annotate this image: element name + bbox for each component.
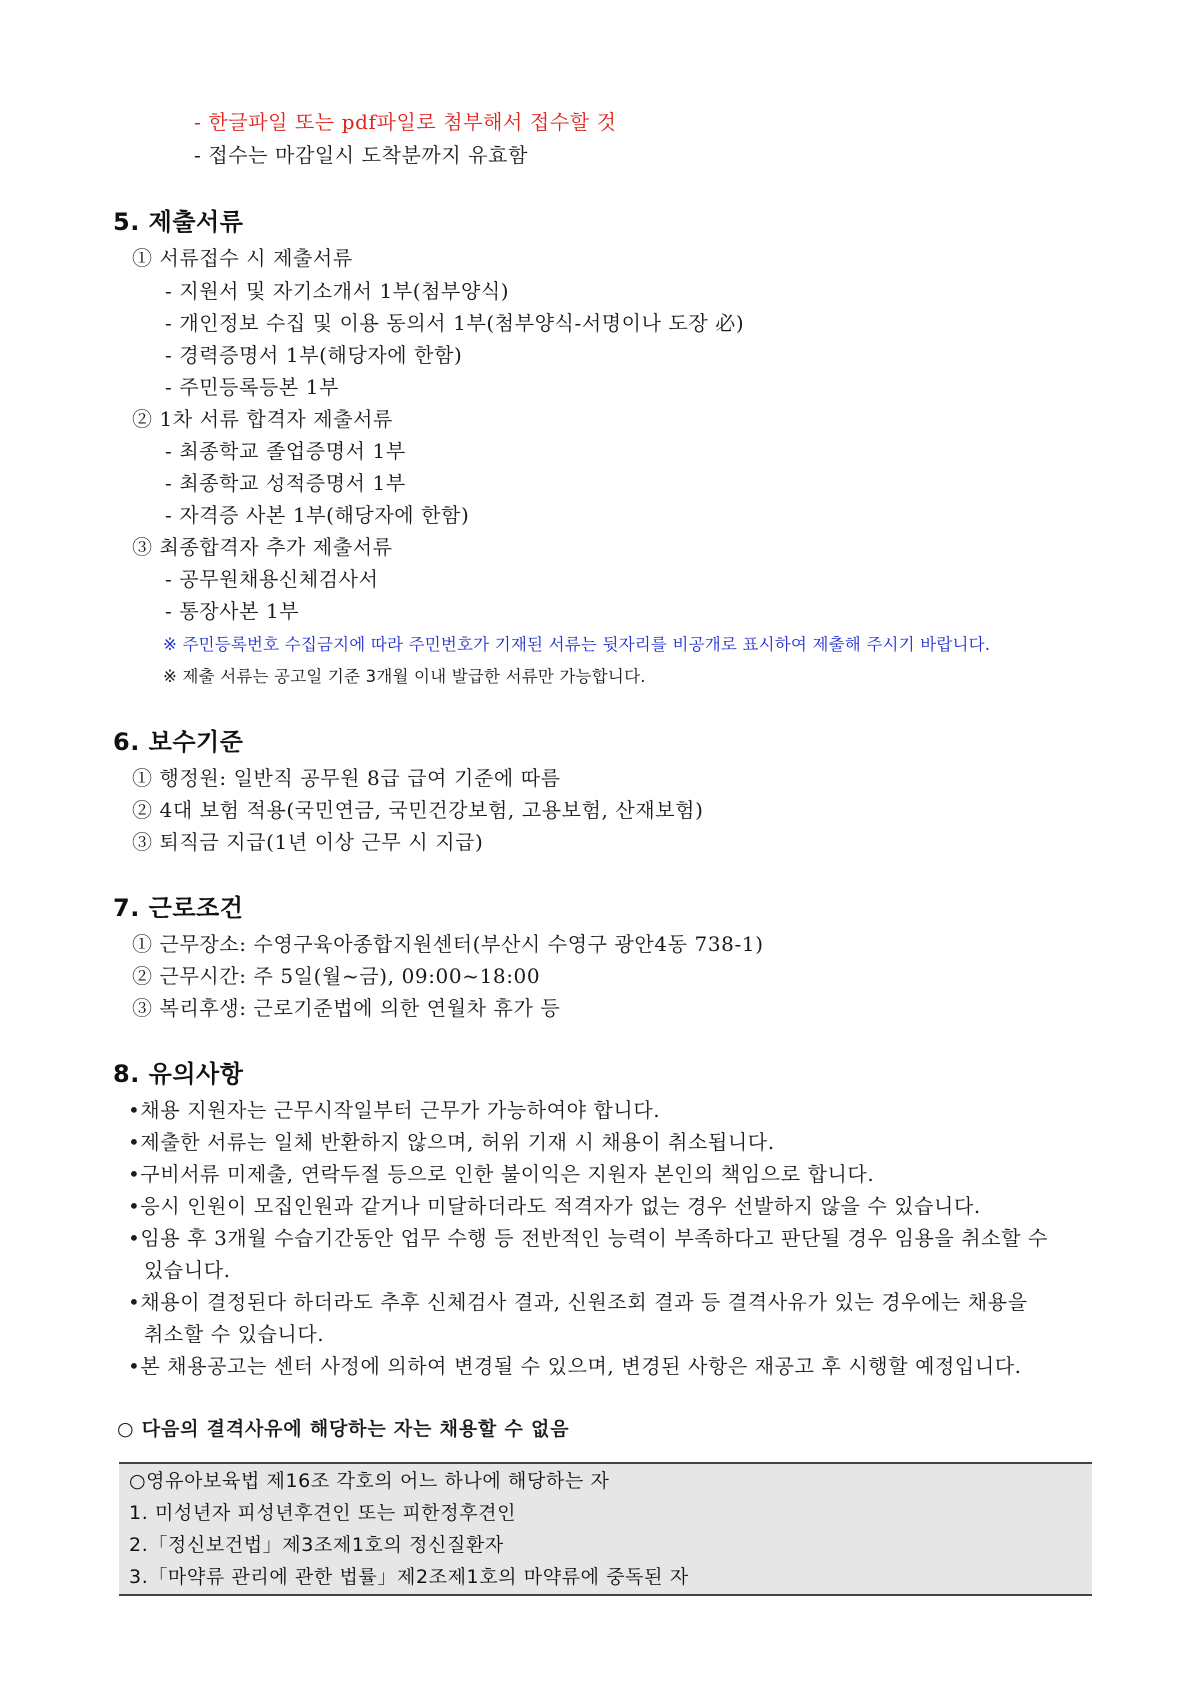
sec8-bullet-continuation: 있습니다. — [144, 1258, 231, 1282]
sec5-a-heading: ① 서류접수 시 제출서류 — [132, 246, 353, 270]
section-5-title: 5. 제출서류 — [113, 208, 244, 236]
sec7-item: ③ 복리후생: 근로기준법에 의한 연월차 휴가 등 — [132, 996, 561, 1020]
section-7-title: 7. 근로조건 — [113, 894, 244, 922]
sec5-a-item: - 지원서 및 자기소개서 1부(첨부양식) — [165, 279, 510, 303]
sec8-bullet: •채용 지원자는 근무시작일부터 근무가 가능하여야 합니다. — [128, 1098, 661, 1122]
section-8-title: 8. 유의사항 — [113, 1060, 244, 1088]
sec5-a-item: - 주민등록등본 1부 — [165, 375, 340, 399]
sec8-bullet: •임용 후 3개월 수습기간동안 업무 수행 등 전반적인 능력이 부족하다고 판단될 경우 임용을 취소할 수 — [128, 1226, 1048, 1250]
sec5-b-item: - 최종학교 성적증명서 1부 — [165, 471, 406, 495]
disqualification-box — [119, 1462, 1092, 1596]
sec5-c-item: - 공무원채용신체검사서 — [165, 567, 379, 591]
sec5-b-item: - 최종학교 졸업증명서 1부 — [165, 439, 406, 463]
sec8-bullet: •채용이 결정된다 하더라도 추후 신체검사 결과, 신원조회 결과 등 결격사유가 있는 경우에는 채용을 — [128, 1290, 1028, 1314]
disqualification-line: 2.「정신보건법」제3조제1호의 정신질환자 — [129, 1534, 504, 1556]
submission-format-note: - 한글파일 또는 pdf파일로 첨부해서 접수할 것 — [194, 110, 617, 134]
sec8-bullet: •제출한 서류는 일체 반환하지 않으며, 허위 기재 시 채용이 취소됩니다. — [128, 1130, 775, 1154]
disqualification-line: 3.「마약류 관리에 관한 법률」제2조제1호의 마약류에 중독된 자 — [129, 1566, 689, 1588]
sec5-b-heading: ② 1차 서류 합격자 제출서류 — [132, 407, 393, 431]
sec8-bullet: •본 채용공고는 센터 사정에 의하여 변경될 수 있으며, 변경된 사항은 재공고 후 시행할 예정입니다. — [128, 1354, 1022, 1378]
disqualification-line: 1. 미성년자 피성년후견인 또는 피한정후견인 — [129, 1502, 517, 1524]
sec5-c-item: - 통장사본 1부 — [165, 599, 300, 623]
sec5-a-item: - 경력증명서 1부(해당자에 한함) — [165, 343, 463, 367]
submission-deadline-note: - 접수는 마감일시 도착분까지 유효함 — [194, 143, 528, 167]
disqualification-heading: ○ 다음의 결격사유에 해당하는 자는 채용할 수 없음 — [117, 1418, 570, 1440]
sec7-item: ① 근무장소: 수영구육아종합지원센터(부산시 수영구 광안4동 738-1) — [132, 932, 764, 956]
document-validity-notice: ※ 제출 서류는 공고일 기준 3개월 이내 발급한 서류만 가능합니다. — [163, 667, 646, 686]
section-6-title: 6. 보수기준 — [113, 728, 244, 756]
resident-number-notice: ※ 주민등록번호 수집금지에 따라 주민번호가 기재된 서류는 뒷자리를 비공개로 표시하여 제출해 주시기 바랍니다. — [163, 635, 991, 654]
sec6-item: ② 4대 보험 적용(국민연금, 국민건강보험, 고용보험, 산재보험) — [132, 798, 704, 822]
sec8-bullet: •응시 인원이 모집인원과 같거나 미달하더라도 적격자가 없는 경우 선발하지 않을 수 있습니다. — [128, 1194, 981, 1218]
sec6-item: ① 행정원: 일반직 공무원 8급 급여 기준에 따름 — [132, 766, 561, 790]
sec8-bullet-continuation: 취소할 수 있습니다. — [144, 1322, 325, 1346]
disqualification-line: ○영유아보육법 제16조 각호의 어느 하나에 해당하는 자 — [129, 1470, 610, 1492]
sec5-a-item: - 개인정보 수집 및 이용 동의서 1부(첨부양식-서명이나 도장 必) — [165, 311, 745, 335]
sec5-c-heading: ③ 최종합격자 추가 제출서류 — [132, 535, 393, 559]
sec6-item: ③ 퇴직금 지급(1년 이상 근무 시 지급) — [132, 830, 484, 854]
sec7-item: ② 근무시간: 주 5일(월~금), 09:00~18:00 — [132, 964, 541, 988]
sec8-bullet: •구비서류 미제출, 연락두절 등으로 인한 불이익은 지원자 본인의 책임으로 합니다. — [128, 1162, 875, 1186]
sec5-b-item: - 자격증 사본 1부(해당자에 한함) — [165, 503, 470, 527]
